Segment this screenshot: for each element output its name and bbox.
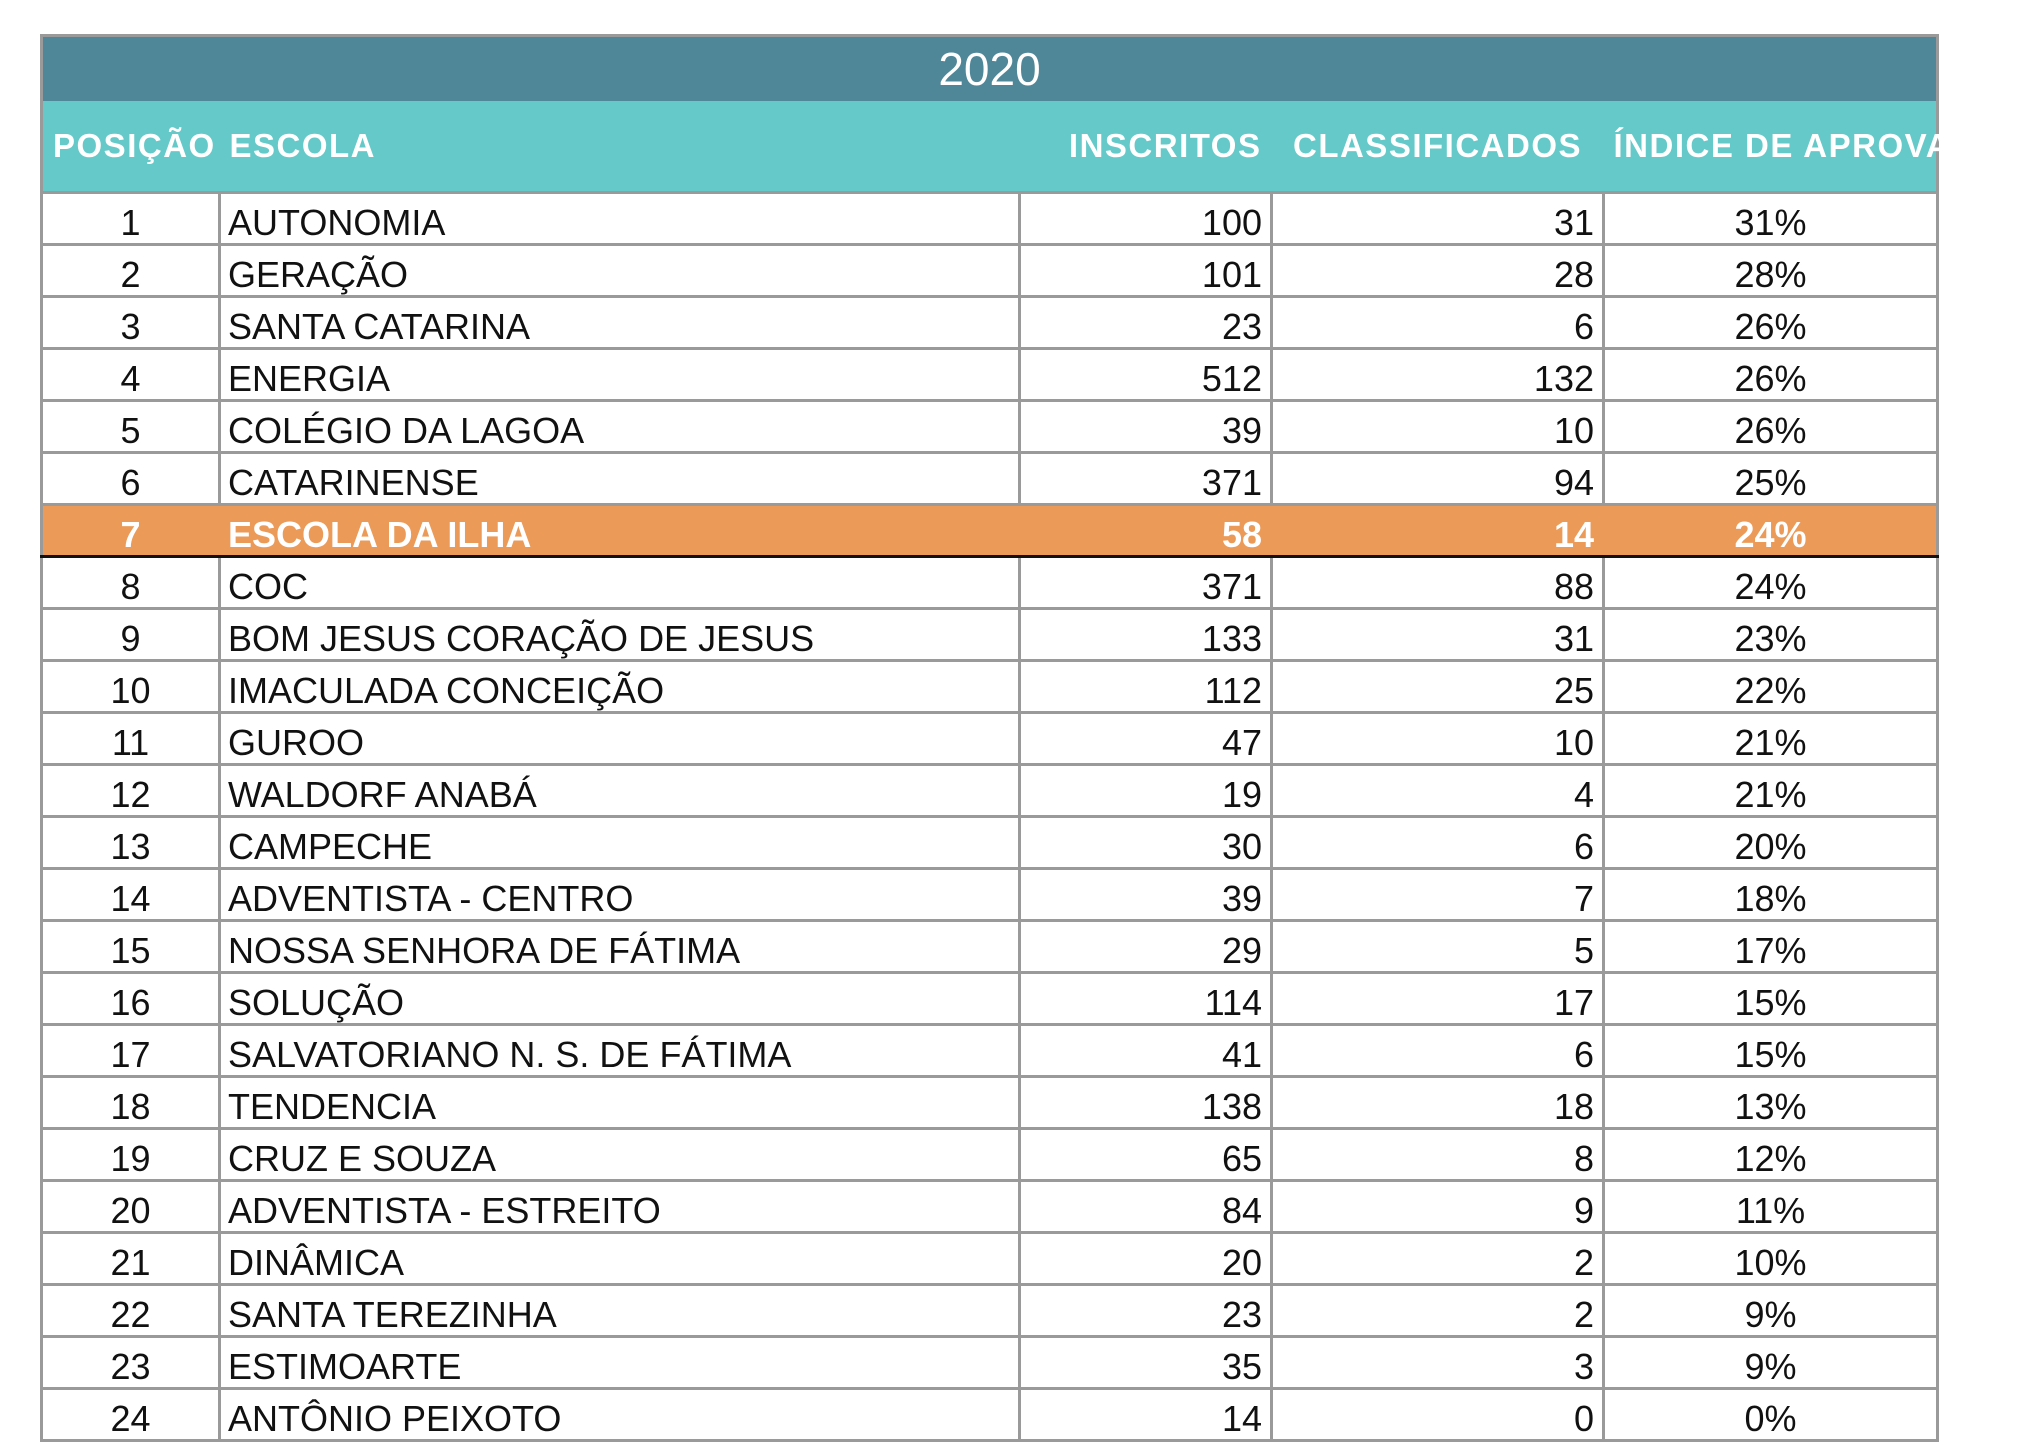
cell-classificados: 6: [1272, 1025, 1604, 1077]
table-title: 2020: [42, 36, 1938, 102]
cell-inscritos: 23: [1020, 297, 1272, 349]
cell-classificados: 88: [1272, 557, 1604, 609]
cell-indice: 28%: [1604, 245, 1938, 297]
cell-classificados: 4: [1272, 765, 1604, 817]
cell-indice: 21%: [1604, 713, 1938, 765]
cell-classificados: 25: [1272, 661, 1604, 713]
cell-inscritos: 65: [1020, 1129, 1272, 1181]
table-row: [42, 557, 1938, 609]
cell-indice: 13%: [1604, 1077, 1938, 1129]
cell-posicao: 12: [42, 765, 220, 817]
cell-posicao: 15: [42, 921, 220, 973]
cell-escola: BOM JESUS CORAÇÃO DE JESUS: [220, 609, 1020, 661]
cell-posicao: 3: [42, 297, 220, 349]
cell-inscritos: 39: [1020, 869, 1272, 921]
header-inscritos: INSCRITOS: [1020, 101, 1272, 193]
cell-escola: CRUZ E SOUZA: [220, 1129, 1020, 1181]
header-row: [42, 101, 1938, 193]
cell-indice: 22%: [1604, 661, 1938, 713]
cell-indice: 26%: [1604, 297, 1938, 349]
cell-inscritos: 133: [1020, 609, 1272, 661]
cell-classificados: 8: [1272, 1129, 1604, 1181]
cell-classificados: 14: [1272, 505, 1604, 557]
cell-escola: NOSSA SENHORA DE FÁTIMA: [220, 921, 1020, 973]
cell-escola: SANTA TEREZINHA: [220, 1285, 1020, 1337]
cell-escola: CAMPECHE: [220, 817, 1020, 869]
cell-inscritos: 39: [1020, 401, 1272, 453]
cell-posicao: 9: [42, 609, 220, 661]
cell-posicao: 10: [42, 661, 220, 713]
table-row: [42, 869, 1938, 921]
cell-classificados: 132: [1272, 349, 1604, 401]
cell-indice: 23%: [1604, 609, 1938, 661]
cell-inscritos: 14: [1020, 1389, 1272, 1441]
cell-classificados: 3: [1272, 1337, 1604, 1389]
cell-inscritos: 371: [1020, 557, 1272, 609]
cell-escola: ENERGIA: [220, 349, 1020, 401]
cell-escola: ADVENTISTA - ESTREITO: [220, 1181, 1020, 1233]
table-row: [42, 245, 1938, 297]
cell-posicao: 1: [42, 193, 220, 245]
table-row: [42, 765, 1938, 817]
cell-posicao: 23: [42, 1337, 220, 1389]
cell-inscritos: 29: [1020, 921, 1272, 973]
table-row: [42, 1077, 1938, 1129]
cell-classificados: 6: [1272, 817, 1604, 869]
table-row: [42, 193, 1938, 245]
cell-posicao: 11: [42, 713, 220, 765]
cell-inscritos: 20: [1020, 1233, 1272, 1285]
cell-classificados: 10: [1272, 713, 1604, 765]
cell-inscritos: 112: [1020, 661, 1272, 713]
table-row: [42, 1285, 1938, 1337]
table-row: [42, 401, 1938, 453]
cell-escola: ANTÔNIO PEIXOTO: [220, 1389, 1020, 1441]
cell-inscritos: 114: [1020, 973, 1272, 1025]
cell-escola: COC: [220, 557, 1020, 609]
cell-indice: 18%: [1604, 869, 1938, 921]
header-classificados: CLASSIFICADOS: [1272, 101, 1604, 193]
table-row: [42, 973, 1938, 1025]
cell-classificados: 28: [1272, 245, 1604, 297]
cell-classificados: 18: [1272, 1077, 1604, 1129]
cell-escola: CATARINENSE: [220, 453, 1020, 505]
cell-indice: 9%: [1604, 1285, 1938, 1337]
ranking-table: [40, 34, 2029, 1442]
cell-escola: SOLUÇÃO: [220, 973, 1020, 1025]
cell-inscritos: 19: [1020, 765, 1272, 817]
cell-posicao: 22: [42, 1285, 220, 1337]
cell-escola: IMACULADA CONCEIÇÃO: [220, 661, 1020, 713]
header-posicao: POSIÇÃO: [42, 101, 220, 193]
cell-posicao: 5: [42, 401, 220, 453]
cell-inscritos: 47: [1020, 713, 1272, 765]
cell-inscritos: 100: [1020, 193, 1272, 245]
cell-posicao: 20: [42, 1181, 220, 1233]
cell-indice: 10%: [1604, 1233, 1938, 1285]
table-row: [42, 609, 1938, 661]
cell-posicao: 21: [42, 1233, 220, 1285]
cell-posicao: 24: [42, 1389, 220, 1441]
cell-inscritos: 101: [1020, 245, 1272, 297]
table-row: [42, 1389, 1938, 1441]
cell-classificados: 31: [1272, 193, 1604, 245]
cell-indice: 0%: [1604, 1389, 1938, 1441]
cell-posicao: 13: [42, 817, 220, 869]
cell-inscritos: 58: [1020, 505, 1272, 557]
table-row: [42, 1337, 1938, 1389]
cell-classificados: 2: [1272, 1285, 1604, 1337]
cell-indice: 12%: [1604, 1129, 1938, 1181]
cell-classificados: 0: [1272, 1389, 1604, 1441]
header-escola: ESCOLA: [220, 101, 1020, 193]
cell-classificados: 7: [1272, 869, 1604, 921]
cell-posicao: 19: [42, 1129, 220, 1181]
table-row: [42, 1129, 1938, 1181]
cell-inscritos: 512: [1020, 349, 1272, 401]
table-row: [42, 297, 1938, 349]
cell-classificados: 10: [1272, 401, 1604, 453]
cell-classificados: 6: [1272, 297, 1604, 349]
cell-classificados: 9: [1272, 1181, 1604, 1233]
cell-posicao: 18: [42, 1077, 220, 1129]
cell-indice: 24%: [1604, 505, 1938, 557]
table-body: [42, 193, 1938, 1441]
table-row: [42, 817, 1938, 869]
cell-escola: ADVENTISTA - CENTRO: [220, 869, 1020, 921]
cell-posicao: 7: [42, 505, 220, 557]
cell-posicao: 16: [42, 973, 220, 1025]
cell-escola: GERAÇÃO: [220, 245, 1020, 297]
cell-indice: 26%: [1604, 401, 1938, 453]
cell-inscritos: 84: [1020, 1181, 1272, 1233]
cell-escola: COLÉGIO DA LAGOA: [220, 401, 1020, 453]
cell-escola: ESCOLA DA ILHA: [220, 505, 1020, 557]
title-row: [42, 36, 1938, 102]
cell-inscritos: 35: [1020, 1337, 1272, 1389]
cell-indice: 9%: [1604, 1337, 1938, 1389]
cell-escola: TENDENCIA: [220, 1077, 1020, 1129]
cell-classificados: 17: [1272, 973, 1604, 1025]
cell-indice: 24%: [1604, 557, 1938, 609]
cell-indice: 26%: [1604, 349, 1938, 401]
cell-indice: 21%: [1604, 765, 1938, 817]
cell-classificados: 2: [1272, 1233, 1604, 1285]
cell-posicao: 17: [42, 1025, 220, 1077]
cell-escola: WALDORF ANABÁ: [220, 765, 1020, 817]
table-row: [42, 453, 1938, 505]
table-row-highlighted: [42, 505, 1938, 557]
table-row: [42, 1181, 1938, 1233]
cell-posicao: 8: [42, 557, 220, 609]
cell-classificados: 31: [1272, 609, 1604, 661]
cell-escola: GUROO: [220, 713, 1020, 765]
cell-inscritos: 30: [1020, 817, 1272, 869]
header-indice-aprovacao: ÍNDICE DE APROVAÇÃO: [1604, 101, 1938, 193]
cell-posicao: 14: [42, 869, 220, 921]
cell-escola: SALVATORIANO N. S. DE FÁTIMA: [220, 1025, 1020, 1077]
cell-indice: 11%: [1604, 1181, 1938, 1233]
table-row: [42, 1233, 1938, 1285]
table-row: [42, 661, 1938, 713]
cell-indice: 20%: [1604, 817, 1938, 869]
table-row: [42, 349, 1938, 401]
table-row: [42, 1025, 1938, 1077]
cell-escola: AUTONOMIA: [220, 193, 1020, 245]
cell-inscritos: 23: [1020, 1285, 1272, 1337]
cell-posicao: 2: [42, 245, 220, 297]
cell-inscritos: 138: [1020, 1077, 1272, 1129]
cell-classificados: 94: [1272, 453, 1604, 505]
cell-indice: 17%: [1604, 921, 1938, 973]
cell-escola: SANTA CATARINA: [220, 297, 1020, 349]
cell-indice: 15%: [1604, 973, 1938, 1025]
cell-posicao: 4: [42, 349, 220, 401]
cell-escola: ESTIMOARTE: [220, 1337, 1020, 1389]
cell-inscritos: 371: [1020, 453, 1272, 505]
table-row: [42, 921, 1938, 973]
cell-escola: DINÂMICA: [220, 1233, 1020, 1285]
cell-indice: 25%: [1604, 453, 1938, 505]
cell-indice: 31%: [1604, 193, 1938, 245]
cell-inscritos: 41: [1020, 1025, 1272, 1077]
cell-classificados: 5: [1272, 921, 1604, 973]
cell-indice: 15%: [1604, 1025, 1938, 1077]
table-row: [42, 713, 1938, 765]
cell-posicao: 6: [42, 453, 220, 505]
